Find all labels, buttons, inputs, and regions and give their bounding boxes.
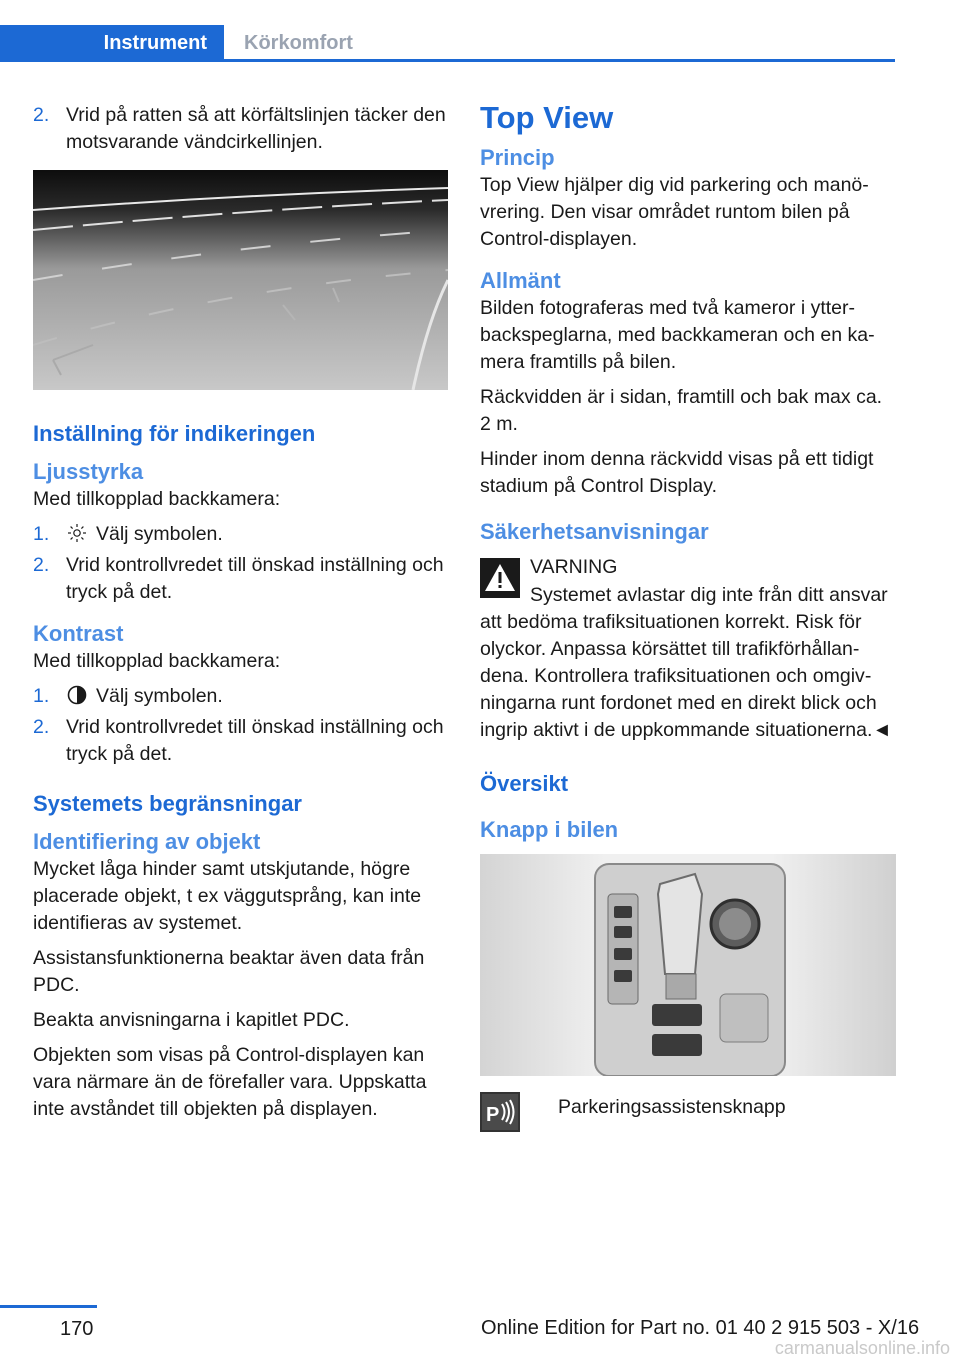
- heading-overview: Översikt: [480, 771, 569, 796]
- step-number: 1.: [33, 685, 50, 707]
- heading-safety: Säkerhetsanvisningar: [480, 519, 709, 544]
- step-text: Vrid på ratten så att körfältslinjen täcker den motsvarande vändcirkellinjen.: [66, 104, 446, 153]
- brightness-icon: [66, 523, 88, 543]
- step-list-top: [33, 102, 448, 156]
- step-number: 2.: [33, 554, 50, 576]
- paragraph: Assistansfunktionerna beaktar även data från PDC.: [33, 947, 425, 996]
- step-text: Välj symbolen.: [96, 523, 223, 545]
- heading-limits: Systemets begränsningar: [33, 791, 302, 816]
- button-label: Parkeringsassistensknapp: [558, 1096, 786, 1118]
- list-item: [33, 521, 448, 548]
- brightness-steps: [33, 521, 448, 606]
- edition-text: Online Edition for Part no. 01 40 2 915 503 - X/16: [481, 1317, 920, 1339]
- paragraph: Bilden fotograferas med två kameror i ytterbackspeglarna, med backkameran och en kamera framtills på bilen.: [480, 297, 875, 373]
- warning-box: [480, 554, 896, 602]
- tab-instrument[interactable]: Instrument: [0, 25, 224, 62]
- tab-korkomfort[interactable]: Körkomfort: [244, 32, 353, 54]
- contrast-icon: [66, 685, 88, 705]
- center-console-image: [480, 854, 896, 1076]
- step-text: Välj symbolen.: [96, 685, 223, 707]
- page-title: Top View: [480, 100, 614, 135]
- heading-identification: Identifiering av objekt: [33, 829, 261, 854]
- warning-icon: [480, 558, 520, 598]
- watermark: carmanualsonline.info: [774, 1338, 950, 1358]
- step-text: Vrid kontrollvredet till önskad inställning och tryck på det.: [66, 716, 444, 765]
- heading-principle: Princip: [480, 145, 555, 170]
- header-tabs: [0, 0, 895, 62]
- parking-assist-row: [480, 1094, 896, 1134]
- list-item: [33, 552, 448, 606]
- heading-general: Allmänt: [480, 268, 561, 293]
- heading-button-in-car: Knapp i bilen: [480, 817, 619, 842]
- heading-contrast: Kontrast: [33, 621, 124, 646]
- rear-camera-illustration: [33, 170, 448, 390]
- paragraph: Objekten som visas på Control-displayen kan vara närmare än de förefaller vara. Uppskatta inte avståndet till objekten på displayen.: [33, 1044, 427, 1120]
- list-item: [33, 714, 448, 768]
- paragraph: Top View hjälper dig vid parkering och manövrering. Den visar området runtom bilen på Control-displayen.: [480, 174, 869, 250]
- right-column: [480, 102, 896, 1134]
- list-item: [33, 683, 448, 710]
- brightness-intro: Med tillkopplad backkamera:: [33, 488, 281, 510]
- contrast-intro: Med tillkopplad backkamera:: [33, 650, 281, 672]
- heading-brightness: Ljusstyrka: [33, 459, 144, 484]
- list-item: [33, 102, 448, 156]
- rear-camera-image: [33, 170, 448, 390]
- step-number: 1.: [33, 523, 50, 545]
- warning-text: Systemet avlastar dig inte från ditt ansvar att bedöma trafiksituationen korrekt. Risk för olyckor. Anpassa körsättet till trafikförhållandena. Kontrollera trafiksituationen och omgivningarna runt fordonet med en direkt blick och ingrip aktivt i de uppkommande situationerna.◄: [480, 584, 892, 741]
- step-text: Vrid kontrollvredet till önskad inställning och tryck på det.: [66, 554, 444, 603]
- parking-assist-button-icon[interactable]: [480, 1092, 520, 1132]
- heading-settings: Inställning för indikeringen: [33, 421, 316, 446]
- page-number: 170: [60, 1318, 94, 1340]
- svg-text:P: P: [486, 1104, 500, 1126]
- paragraph: Beakta anvisningarna i kapitlet PDC.: [33, 1009, 350, 1031]
- paragraph: Mycket låga hinder samt utskjutande, högre placerade objekt, t ex väggutsprång, kan inte identifieras av systemet.: [33, 858, 422, 934]
- center-console-illustration: [480, 854, 896, 1076]
- left-column: [33, 102, 448, 1131]
- warning-title: VARNING: [530, 556, 618, 578]
- step-number: 2.: [33, 104, 50, 126]
- step-number: 2.: [33, 716, 50, 738]
- paragraph: Hinder inom denna räckvidd visas på ett tidigt stadium på Control Display.: [480, 448, 874, 497]
- footer-divider: [0, 1305, 97, 1308]
- contrast-steps: [33, 683, 448, 768]
- paragraph: Räckvidden är i sidan, framtill och bak max ca. 2 m.: [480, 386, 883, 435]
